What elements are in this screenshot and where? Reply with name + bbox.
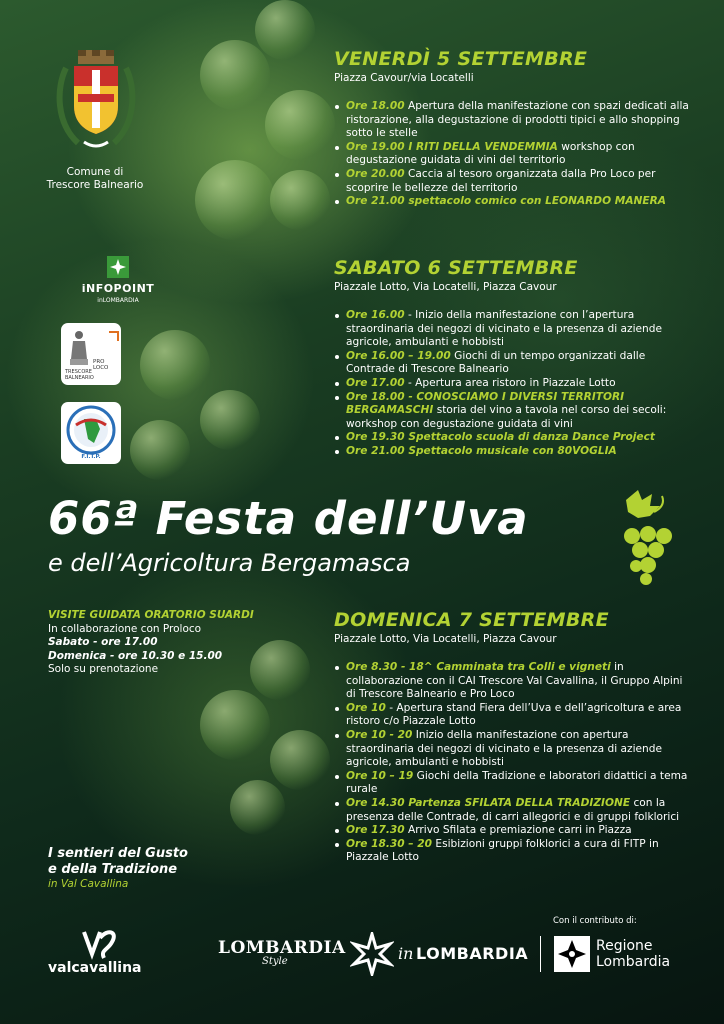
event-item bbox=[334, 195, 694, 209]
festa-title: 66ª Festa dell’Uva bbox=[48, 492, 529, 545]
event-text: Giochi di un tempo organizzati dalle Contrade di Trescore Balneario bbox=[346, 349, 646, 376]
footer-divider bbox=[540, 936, 541, 972]
saturday-events bbox=[334, 309, 694, 459]
grape-bg bbox=[230, 780, 285, 835]
event-highlight: Spettacolo musicale con 80VOGLIA bbox=[404, 444, 617, 457]
event-text: con la presenza delle Contrade, di carri allegorici e di gruppi folklorici bbox=[346, 796, 680, 823]
lombardia-style-label: LOMBARDIA bbox=[218, 938, 346, 958]
event-item bbox=[334, 141, 694, 168]
fitp-logo bbox=[61, 402, 121, 464]
grape-bg bbox=[270, 170, 330, 230]
event-item bbox=[334, 770, 694, 797]
event-highlight: Spettacolo scuola di danza Dance Project bbox=[404, 431, 655, 444]
event-item bbox=[334, 309, 694, 350]
event-item bbox=[334, 431, 694, 445]
proloco-corner-icon bbox=[109, 331, 119, 341]
sentieri-line2: e della Tradizione bbox=[48, 862, 178, 877]
proloco-line2: TRESCORE BALNEARIO bbox=[65, 369, 94, 381]
event-time: Ore 10 – 19 bbox=[346, 769, 414, 782]
event-text: - Inizio della manifestazione con l’apertura straordinaria dei negozi di vicinato e la presenza di aziende agricole, ambulanti e hobbisti bbox=[346, 309, 663, 349]
sunday-events bbox=[334, 661, 694, 865]
event-item bbox=[334, 350, 694, 377]
friday-section bbox=[334, 48, 694, 209]
sentieri-section bbox=[48, 846, 288, 891]
saturday-section bbox=[334, 257, 694, 459]
infopoint-sub: inLOMBARDIA bbox=[97, 297, 139, 304]
regione-label bbox=[596, 938, 670, 970]
event-highlight: spettacolo comico con LEONARDO MANERA bbox=[404, 195, 666, 208]
event-item bbox=[334, 824, 694, 838]
grape-bg bbox=[130, 420, 190, 480]
event-time: Ore 17.30 bbox=[346, 824, 405, 837]
event-time: Ore 8.30 bbox=[346, 661, 398, 673]
festa-subtitle: e dell’Agricoltura Bergamasca bbox=[48, 549, 411, 577]
grape-bg bbox=[270, 730, 330, 790]
event-text: Inizio della manifestazione con apertura straordinaria dei negozi di vicinato e la presenza di aziende agricole, ambulanti e hobbisti bbox=[346, 728, 663, 769]
proloco-logo bbox=[61, 323, 121, 385]
friday-place: Piazza Cavour/via Locatelli bbox=[334, 72, 474, 84]
event-item bbox=[334, 729, 694, 770]
infopoint-title: iNFOPOINT bbox=[81, 282, 155, 295]
valcavallina-logo-icon bbox=[78, 924, 118, 960]
grape-bg bbox=[200, 690, 270, 760]
event-item bbox=[334, 445, 694, 459]
visite-line1: In collaborazione con Proloco bbox=[48, 622, 202, 635]
event-item bbox=[334, 661, 694, 702]
regione-line1: Regione bbox=[596, 938, 653, 954]
event-text: Giochi della Tradizione e laboratori didattici a tema rurale bbox=[346, 769, 688, 796]
event-highlight: - 18^ Camminata tra Colli e vigneti bbox=[397, 661, 611, 673]
event-text: Caccia al tesoro organizzata dalla Pro Loco per scoprire le bellezze del territorio bbox=[346, 167, 656, 194]
comune-line2: Trescore Balneario bbox=[46, 179, 144, 191]
lombardia-style-sub: Style bbox=[262, 956, 288, 967]
sunday-section bbox=[334, 609, 694, 865]
event-text: Esibizioni gruppi folklorici a cura di FITP in Piazzale Lotto bbox=[346, 837, 659, 864]
proloco-statue-icon bbox=[67, 329, 91, 367]
contributo-label: Con il contributo di: bbox=[553, 916, 637, 926]
visite-line4: Solo su prenotazione bbox=[48, 663, 159, 675]
infopoint-logo-icon bbox=[107, 256, 129, 278]
event-item bbox=[334, 100, 694, 141]
event-highlight: Partenza SFILATA DELLA TRADIZIONE bbox=[404, 796, 631, 809]
event-time: Ore 20.00 bbox=[346, 167, 405, 180]
event-text: storia del vino a tavola nel corso dei secoli: workshop con degustazione guidata di vini bbox=[346, 404, 667, 430]
event-time: Ore 16.00 bbox=[346, 309, 405, 321]
comune-crest-icon bbox=[48, 48, 144, 164]
event-time: Ore 14.30 bbox=[346, 796, 405, 809]
proloco-line1: PRO LOCO bbox=[93, 359, 109, 371]
inlombardia-in: in bbox=[398, 944, 414, 963]
inlombardia-label: LOMBARDIA bbox=[416, 944, 529, 963]
visite-line3: Domenica - ore 10.30 e 15.00 bbox=[48, 649, 223, 662]
grape-bg bbox=[200, 40, 270, 110]
event-time: Ore 18.00 bbox=[346, 390, 405, 403]
grape-bg bbox=[140, 330, 210, 400]
event-text: - Apertura stand Fiera dell’Uva e dell’agricoltura e area ristoro c/o Piazzale Lotto bbox=[346, 701, 682, 728]
event-time: Ore 10 - 20 bbox=[346, 728, 413, 741]
event-item bbox=[334, 391, 694, 432]
event-text: - Apertura area ristoro in Piazzale Lotto bbox=[404, 376, 616, 389]
grape-bg bbox=[195, 160, 275, 240]
fitp-label: F.I.T.P. bbox=[81, 454, 101, 460]
grape-bg bbox=[255, 0, 315, 60]
saturday-place: Piazzale Lotto, Via Locatelli, Piazza Cavour bbox=[334, 281, 557, 293]
event-highlight: - CONOSCIAMO I DIVERSI TERRITORI BERGAMASCHI bbox=[346, 390, 625, 417]
event-item bbox=[334, 168, 694, 195]
grape-bg bbox=[265, 90, 335, 160]
event-time: Ore 18.00 bbox=[346, 100, 405, 112]
valcavallina-label: valcavallina bbox=[48, 960, 142, 976]
event-time: Ore 16.00 – 19.00 bbox=[346, 349, 451, 362]
event-time: Ore 18.30 – 20 bbox=[346, 837, 433, 850]
event-text: Arrivo Sfilata e premiazione carri in Piazza bbox=[404, 824, 632, 837]
saturday-title: SABATO 6 SETTEMBRE bbox=[334, 257, 578, 279]
grape-bunch-icon bbox=[618, 488, 682, 588]
event-time: Ore 17.00 bbox=[346, 376, 405, 389]
event-time: Ore 21.00 bbox=[346, 195, 405, 208]
sentieri-line1: I sentieri del Gusto bbox=[48, 846, 188, 861]
event-highlight: I RITI DELLA VENDEMMIA bbox=[404, 140, 558, 153]
event-time: Ore 10 bbox=[346, 701, 386, 714]
event-text: in collaborazione con il CAI Trescore Val Cavallina, il Gruppo Alpini di Trescore Balneario e Pro Loco bbox=[346, 661, 683, 701]
grape-bg bbox=[200, 390, 260, 450]
friday-title: VENERDÌ 5 SETTEMBRE bbox=[334, 48, 588, 70]
regione-line2: Lombardia bbox=[596, 954, 671, 970]
visite-title: VISITE GUIDATA ORATORIO SUARDI bbox=[48, 609, 254, 621]
event-item bbox=[334, 838, 694, 865]
comune-line1: Comune di bbox=[66, 166, 124, 178]
event-item bbox=[334, 377, 694, 391]
sunday-title: DOMENICA 7 SETTEMBRE bbox=[334, 609, 609, 631]
event-text: workshop con degustazione guidata di vini del territorio bbox=[346, 140, 635, 167]
inlombardia-star-icon bbox=[350, 932, 394, 976]
event-item bbox=[334, 797, 694, 824]
friday-events bbox=[334, 100, 694, 209]
visite-section bbox=[48, 609, 308, 677]
comune-label bbox=[30, 166, 160, 192]
visite-line2: Sabato - ore 17.00 bbox=[48, 636, 158, 648]
sentieri-line3: in Val Cavallina bbox=[48, 878, 129, 890]
regione-logo-icon bbox=[554, 936, 590, 972]
event-text: Apertura della manifestazione con spazi dedicati alla ristorazione, alla degustazione di prodotti tipici e allo shopping sotto le stelle bbox=[346, 100, 689, 140]
fitp-emblem-icon bbox=[66, 405, 116, 455]
event-time: Ore 19.00 bbox=[346, 140, 405, 153]
sunday-place: Piazzale Lotto, Via Locatelli, Piazza Cavour bbox=[334, 633, 557, 645]
event-time: Ore 19.30 bbox=[346, 431, 405, 444]
event-item bbox=[334, 702, 694, 729]
event-time: Ore 21.00 bbox=[346, 444, 405, 457]
